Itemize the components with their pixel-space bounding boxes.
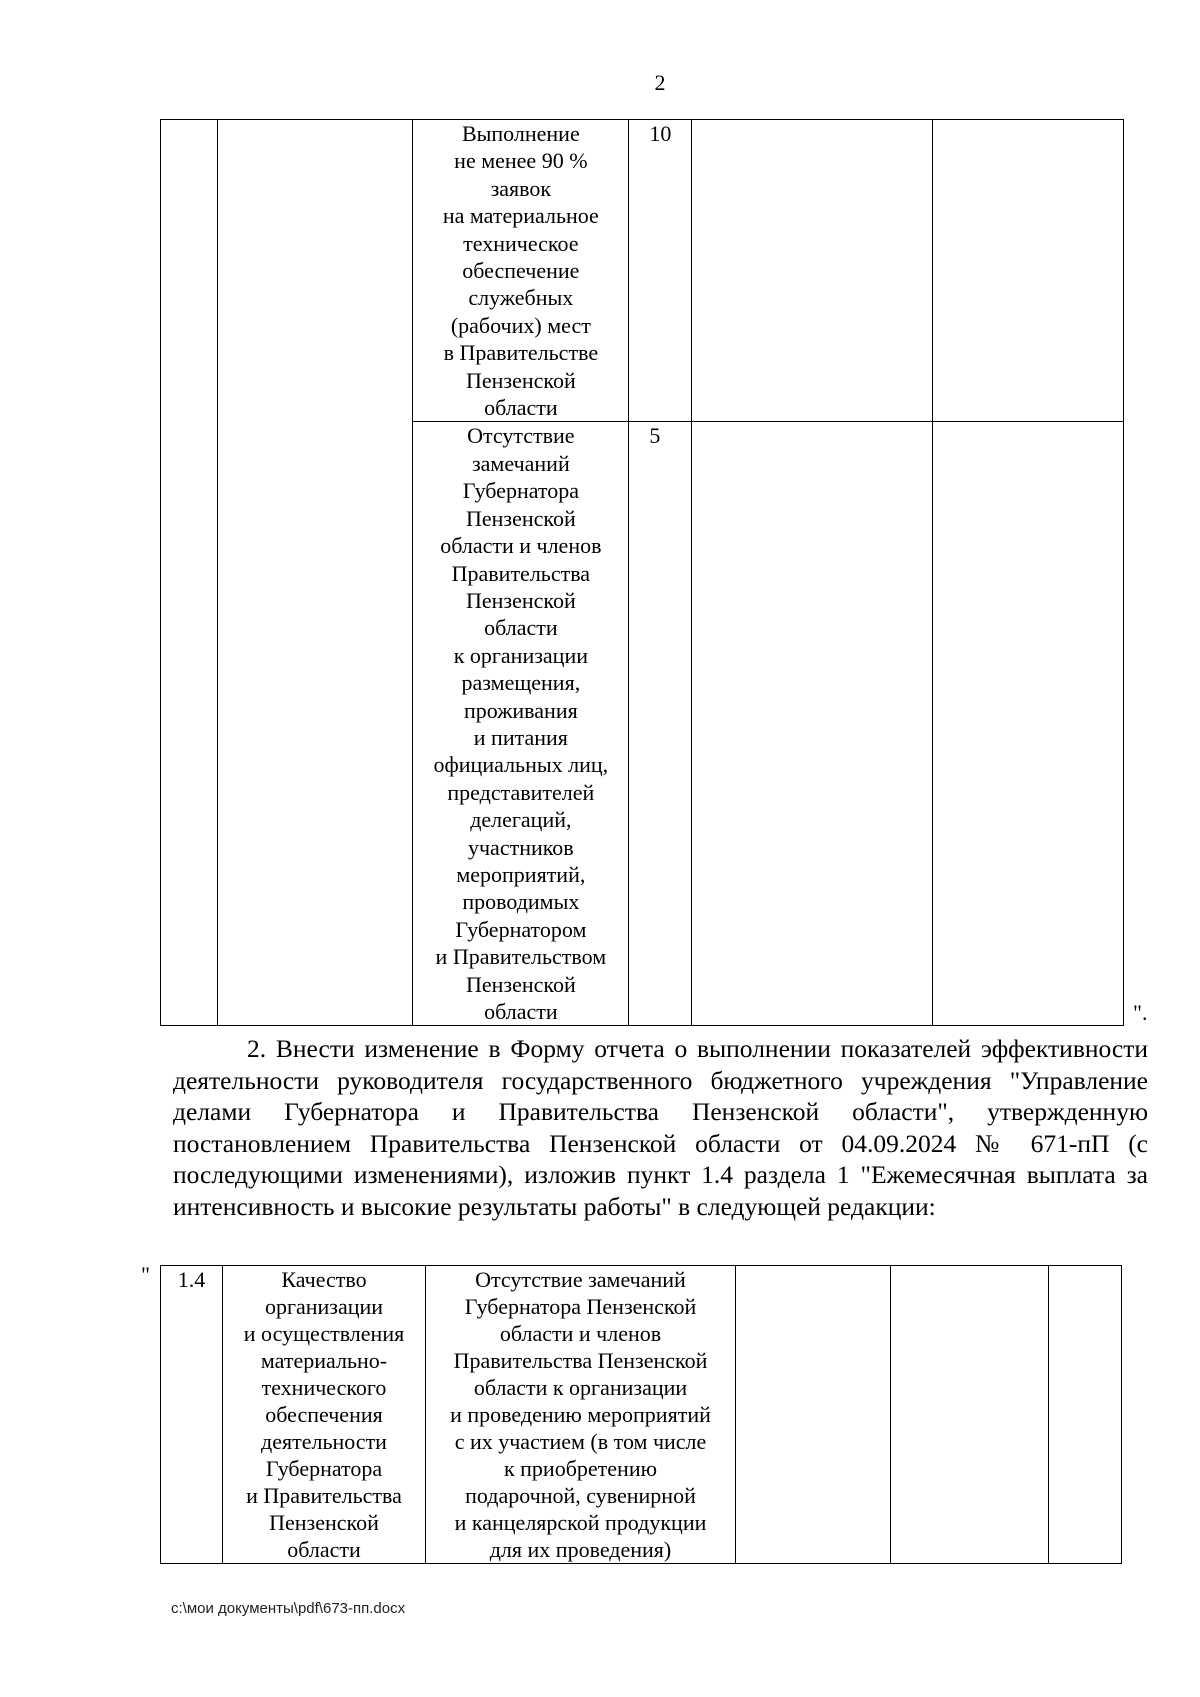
body-paragraph: 2. Внести изменение в Форму отчета о выполнении показателей эффективности деятельности руководителя государственного бюджетного учреждения "Управление делами Губернатора и Правительства Пензенской области", утвержденную постановлением Правительства Пензенской области от 04.09.2024 № 671-пП (с последующими изменениями), изложив пункт 1.4 раздела 1 "Ежемесячная выплата за интенсивность и высокие результаты работы" в следующей редакции: (173, 1034, 1148, 1221)
score-cell: 5 (629, 422, 691, 1026)
replacement-table (160, 1265, 1122, 1564)
number-cell (161, 120, 218, 1026)
indicator-cell (218, 120, 413, 1026)
number-cell: 1.4 (161, 1266, 223, 1564)
empty-cell (891, 1266, 1049, 1564)
criterion-cell: Выполнение не менее 90 % заявок на материальное техническое обеспечение служебных (рабочих) мест в Правительстве Пензенской области (413, 120, 629, 422)
table-row (161, 1266, 1122, 1564)
closing-quote-mark: ". (1133, 1000, 1148, 1025)
score-cell: 10 (629, 120, 691, 422)
indicator-cell: Качество организации и осуществления материально- технического обеспечения деятельности Губернатора и Правительства Пензенской области (223, 1266, 426, 1564)
empty-cell (932, 120, 1123, 422)
criterion-cell: Отсутствие замечаний Губернатора Пензенской области и членов Правительства Пензенской области к организации и проведению мероприятий с их участием (в том числе к приобретению подарочной, сувенирной и канцелярской продукции для их проведения) (426, 1266, 736, 1564)
file-path-footer: c:\мои документы\pdf\673-пп.docx (171, 1600, 406, 1617)
table-row (161, 120, 1124, 422)
empty-cell (691, 120, 932, 422)
empty-cell (736, 1266, 891, 1564)
empty-cell (1049, 1266, 1122, 1564)
empty-cell (932, 422, 1123, 1026)
page-number: 2 (654, 70, 666, 95)
empty-cell (691, 422, 932, 1026)
criterion-cell: Отсутствие замечаний Губернатора Пензенской области и членов Правительства Пензенской области к организации размещения, проживания и питания официальных лиц, представителей делегаций, участников мероприятий, проводимых Губернатором и Правительством Пензенской области (413, 422, 629, 1026)
criteria-table-continued (160, 119, 1124, 1026)
opening-quote-mark: " (141, 1262, 150, 1287)
